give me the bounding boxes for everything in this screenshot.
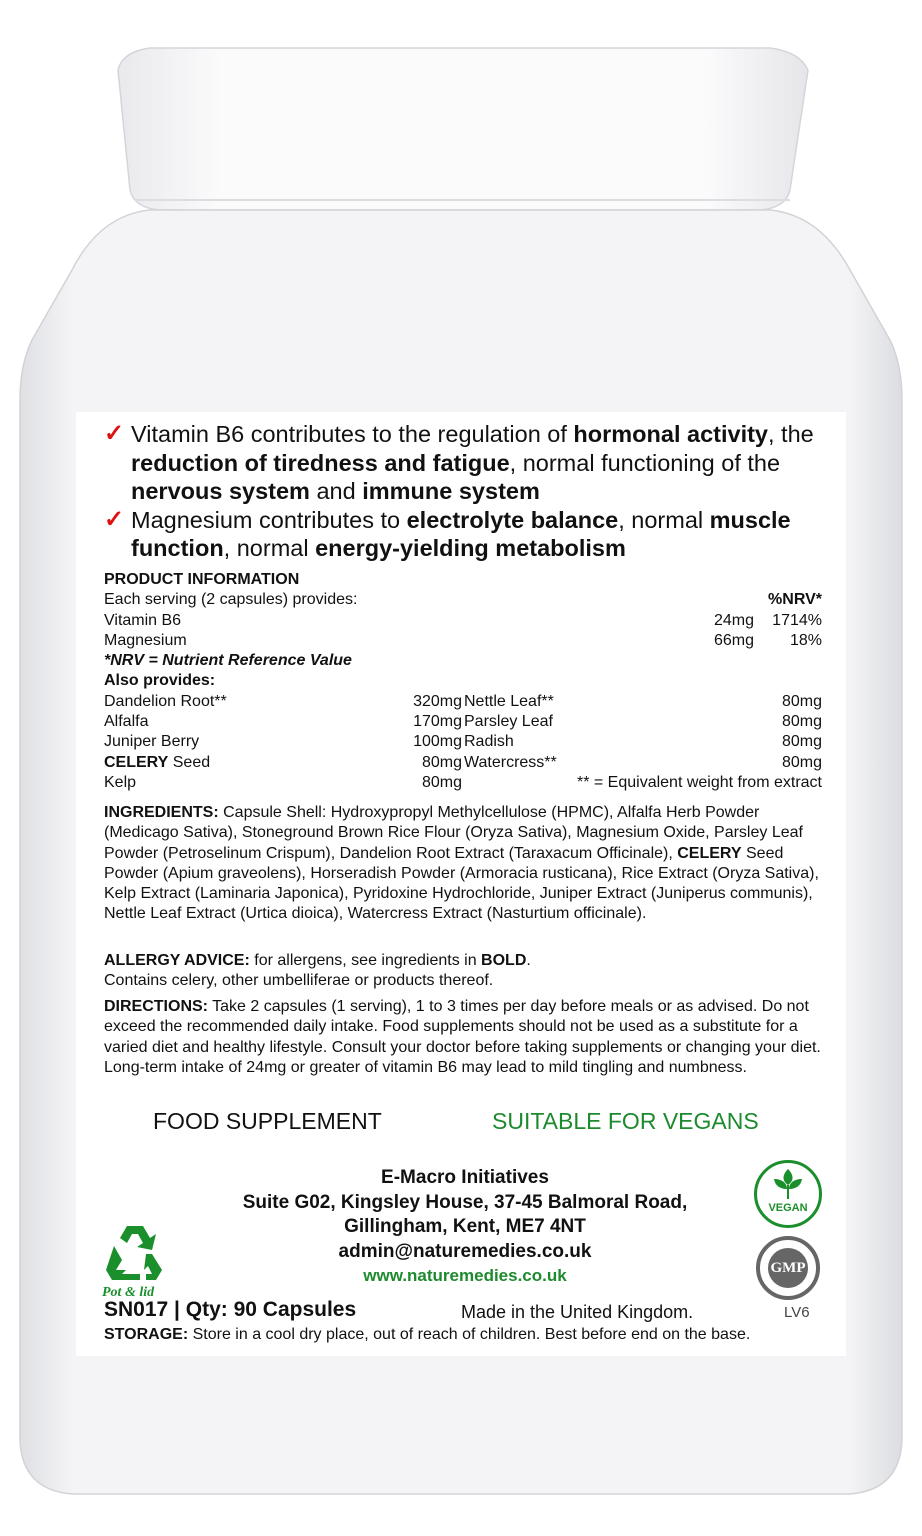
also-name	[104, 692, 227, 712]
b6-warning: Long-term intake of 24mg or greater of vitamin B6 may lead to mild tingling and numbness.	[104, 1058, 747, 1076]
also-amount: 170mg	[413, 713, 462, 731]
allergy-block	[104, 951, 822, 992]
also-name-text: Seed	[168, 753, 211, 771]
product-info-heading: PRODUCT INFORMATION	[104, 571, 300, 588]
gmp-badge-text: GMP	[768, 1248, 808, 1288]
also-name-right: Parsley Leaf	[464, 713, 553, 731]
made-in-text: Made in the United Kingdom.	[461, 1302, 694, 1322]
allergy-label: ALLERGY ADVICE:	[104, 952, 250, 969]
claim-text: , normal	[618, 506, 710, 533]
vegan-badge	[754, 1160, 822, 1228]
also-provides-row	[104, 712, 822, 732]
claim-text: electrolyte balance	[406, 506, 619, 533]
also-name-text: Dandelion Root**	[104, 692, 227, 710]
ingredients-allergen: CELERY	[677, 844, 742, 862]
directions-text: Take 2 capsules (1 serving), 1 to 3 times per day before meals or as advised. Do not exceed the recommended daily intake. Food supplements should not be used as a substitute for a varied diet and healthy lifestyle. Consult your doctor before taking supplements or changing your diet.	[104, 998, 821, 1056]
also-name-right: Watercress**	[464, 753, 557, 771]
claim-text: reduction of tiredness and fatigue	[131, 449, 510, 476]
also-provides-row	[104, 692, 822, 712]
sku-line: SN017 | Qty: 90 Capsules	[104, 1298, 357, 1321]
company-address-1: Suite G02, Kingsley House, 37-45 Balmoral Road,	[242, 1191, 688, 1213]
checkmark-icon: ✓	[104, 505, 125, 533]
also-amount: 80mg	[421, 753, 462, 771]
directions-block	[104, 997, 822, 1078]
allergy-bold: BOLD	[481, 952, 527, 969]
ingredients-text-1: Capsule Shell: Hydroxypropyl Methylcellulose (HPMC), Alfalfa Herb Powder (Medicago Sativa), Stoneground Brown Rice Flour (Oryza Sativa), Magnesium Oxide, Parsley Leaf Powder (Petroselinum Crispum), Dandelion Root Extract (Taraxacum Officinale),	[104, 804, 803, 862]
allergy-contains: Contains celery, other umbelliferae or products thereof.	[104, 972, 494, 990]
recycle-icon	[100, 1222, 170, 1300]
claim-text: immune system	[362, 478, 540, 504]
also-name-text: Juniper Berry	[104, 733, 200, 751]
also-name-bold: CELERY	[104, 753, 169, 771]
checkmark-icon: ✓	[104, 420, 125, 447]
claim-text: muscle function	[131, 506, 791, 561]
also-amount-right: 80mg	[781, 692, 822, 710]
claim-text: nervous system	[131, 478, 310, 504]
also-amount: 100mg	[413, 733, 462, 751]
company-website: www.naturemedies.co.uk	[363, 1266, 567, 1285]
ingredients-text-2: Seed Powder (Apium graveolens), Horseradish Powder (Armoracia rusticana), Rice Extract (Oryza Sativa), Kelp Extract (Laminaria Japonica), Pyridoxine Hydrochloride, Juniper Extract (Juniperus communis), Nettle Leaf Extract (Urtica dioica), Watercress Extract (Nasturtium officinale).	[104, 844, 819, 923]
company-email: admin@naturemedies.co.uk	[338, 1240, 592, 1262]
also-name	[104, 773, 136, 793]
nutrient-nrv: 18%	[789, 631, 822, 649]
storage-text: Store in a cool dry place, out of reach of children. Best before end on the base.	[188, 1326, 751, 1343]
also-provides-table	[104, 692, 822, 793]
health-claims	[104, 420, 834, 563]
also-amount: 320mg	[413, 692, 462, 710]
extract-note: ** = Equivalent weight from extract	[576, 773, 822, 791]
nutrient-row	[104, 631, 822, 651]
also-amount-right: 80mg	[781, 753, 822, 771]
also-provides-row	[104, 753, 822, 773]
also-amount: 80mg	[421, 773, 462, 791]
ingredients-block	[104, 803, 822, 925]
claim-text: Vitamin B6 contributes to the regulation of	[131, 421, 574, 447]
also-name	[104, 712, 148, 732]
also-provides-heading: Also provides:	[104, 672, 216, 690]
storage-label: STORAGE:	[104, 1326, 189, 1343]
claim-text: and	[309, 478, 363, 504]
claim-text: , normal functioning of the	[509, 449, 781, 476]
claim-text: energy-yielding metabolism	[315, 535, 626, 561]
product-information	[104, 570, 822, 793]
claim-text: , the	[768, 421, 814, 447]
suitable-for-vegans-text: SUITABLE FOR VEGANS	[492, 1108, 759, 1134]
claim-item	[104, 420, 834, 506]
also-provides-row	[104, 773, 822, 793]
ingredients-label: INGREDIENTS:	[104, 804, 219, 821]
company-address-2: Gillingham, Kent, ME7 4NT	[344, 1216, 586, 1237]
also-amount-right: 80mg	[781, 733, 822, 751]
serving-text: Each serving (2 capsules) provides:	[104, 591, 358, 609]
nutrient-name: Magnesium	[104, 631, 187, 649]
vegan-badge-text: VEGAN	[768, 1202, 808, 1214]
also-provides-row	[104, 732, 822, 752]
also-name-text: Alfalfa	[104, 713, 149, 731]
nutrient-table	[104, 611, 822, 652]
nutrient-row	[104, 611, 822, 631]
nutrient-amount: 24mg	[713, 611, 754, 629]
claim-text: Magnesium contributes to	[131, 506, 407, 533]
nrv-note: *NRV = Nutrient Reference Value	[104, 652, 352, 670]
claim-text: hormonal activity	[573, 421, 768, 447]
claim-text: , normal	[223, 535, 316, 561]
nutrient-nrv: 1714%	[772, 611, 822, 629]
recycle-caption: Pot & lid	[102, 1285, 155, 1300]
allergy-text-1: for allergens, see ingredients in	[249, 952, 482, 969]
also-name-right: Radish	[464, 733, 514, 751]
leaf-icon	[770, 1169, 806, 1201]
also-name-text: Kelp	[104, 773, 137, 791]
allergy-text-2: .	[526, 952, 531, 969]
also-amount-right: 80mg	[781, 713, 822, 731]
directions-label: DIRECTIONS:	[104, 998, 208, 1015]
nutrient-amount: 66mg	[713, 631, 754, 649]
lv-code: LV6	[784, 1304, 810, 1321]
also-name	[104, 753, 210, 773]
food-supplement-text: FOOD SUPPLEMENT	[153, 1108, 382, 1134]
nrv-header: %NRV*	[768, 591, 822, 609]
company-name: E-Macro Initiatives	[381, 1167, 549, 1188]
company-info	[200, 1166, 730, 1289]
nutrient-name: Vitamin B6	[104, 611, 182, 629]
gmp-badge	[756, 1236, 820, 1300]
storage-block	[104, 1326, 822, 1344]
also-name	[104, 732, 199, 752]
bottle-lid	[118, 48, 808, 210]
claim-item	[104, 506, 834, 563]
footer-line	[104, 1298, 822, 1324]
also-name-right: Nettle Leaf**	[464, 692, 554, 710]
